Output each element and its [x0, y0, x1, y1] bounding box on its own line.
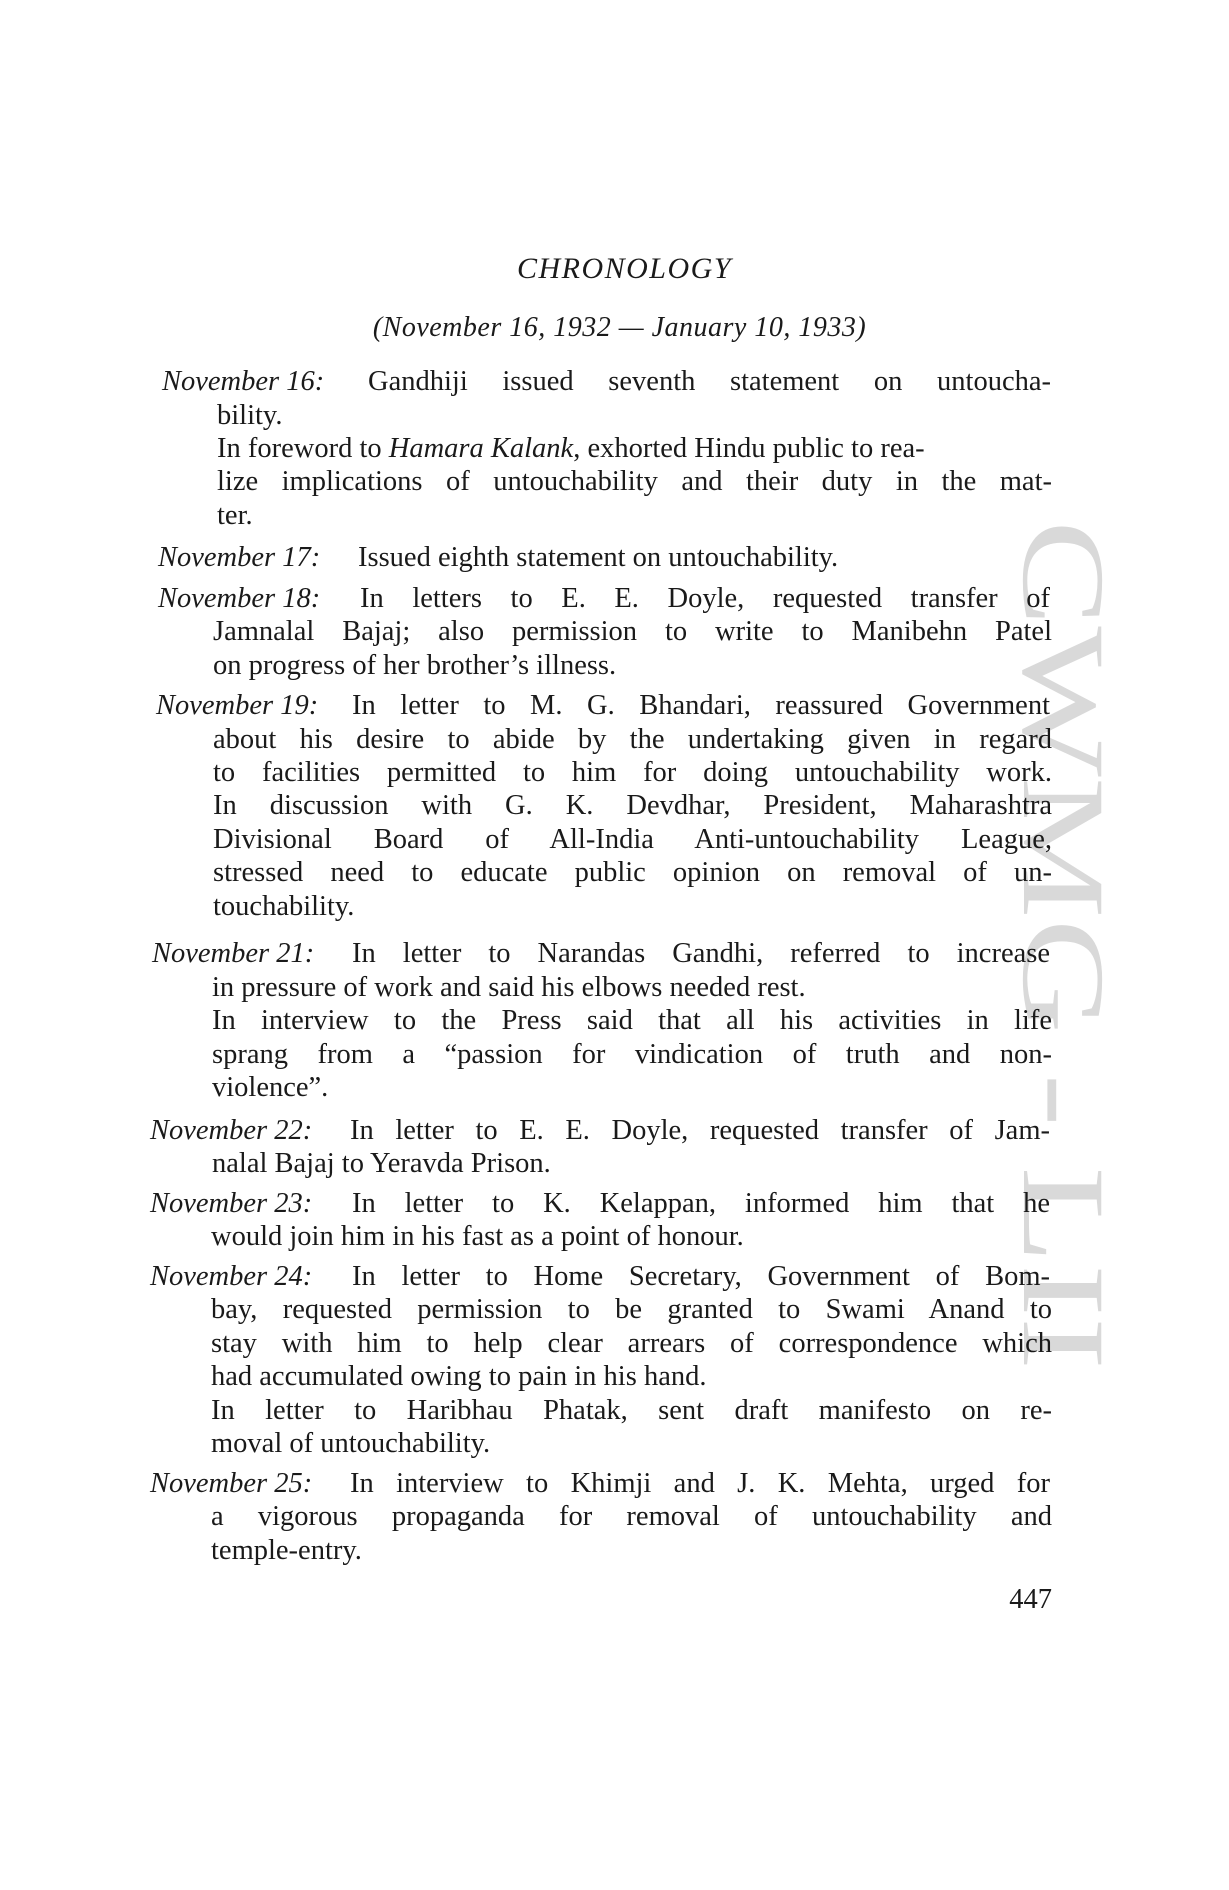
entry-line: In discussion with G. K. Devdhar, President, Maharashtra	[213, 790, 1052, 821]
entry-line: nalal Bajaj to Yeravda Prison.	[212, 1148, 551, 1179]
entry-text: In letter to M. G. Bhandari, reassured Government	[352, 690, 1050, 721]
entry-line: about his desire to abide by the undertaking given in regard	[213, 724, 1052, 755]
entry-line: had accumulated owing to pain in his hand.	[211, 1361, 707, 1392]
entry-date: November 19:	[156, 690, 319, 721]
entry-line: stay with him to help clear arrears of correspondence which	[211, 1328, 1052, 1359]
entry-line	[158, 542, 838, 574]
entry-line: violence”.	[212, 1072, 329, 1103]
entry-date: November 16:	[162, 366, 325, 397]
entry-line	[150, 1115, 1052, 1147]
entry-line: to facilities permitted to him for doing untouchability work.	[213, 757, 1052, 788]
entry-date: November 22:	[150, 1115, 313, 1146]
entry-date: November 21:	[152, 938, 315, 969]
entry-line: sprang from a “passion for vindication of truth and non-	[212, 1039, 1052, 1070]
entry-line	[150, 1188, 1052, 1220]
entry-line	[158, 583, 1052, 615]
entry-line: in pressure of work and said his elbows needed rest.	[212, 972, 806, 1003]
entry-line	[152, 938, 1052, 970]
entry-text: In letters to E. E. Doyle, requested transfer of	[360, 583, 1050, 614]
entry-line: lize implications of untouchability and their duty in the mat-	[217, 466, 1052, 497]
entry-text: In letter to K. Kelappan, informed him that he	[352, 1188, 1050, 1219]
entry-date: November 18:	[158, 583, 321, 614]
entry-line: a vigorous propaganda for removal of untouchability and	[211, 1501, 1052, 1532]
book-title: Hamara Kalank	[388, 433, 574, 464]
entry-date: November 17:	[158, 542, 321, 573]
entry-text: Issued eighth statement on untouchability.	[358, 542, 839, 573]
entry-line: ter.	[217, 500, 253, 531]
entry-text: In letter to Home Secretary, Government of Bom-	[352, 1261, 1050, 1292]
entry-date: November 23:	[150, 1188, 313, 1219]
entry-line	[217, 433, 1052, 465]
entry-line: Jamnalal Bajaj; also permission to write to Manibehn Patel	[213, 616, 1052, 647]
entry-line: Divisional Board of All-India Anti-untouchability League,	[213, 824, 1052, 855]
entry-line	[162, 366, 1052, 398]
entry-text: Gandhiji issued seventh statement on untoucha-	[368, 366, 1051, 397]
entry-line	[156, 690, 1052, 722]
entry-line: In interview to the Press said that all his activities in life	[212, 1005, 1052, 1036]
entry-line: bay, requested permission to be granted to Swami Anand to	[211, 1294, 1052, 1325]
entry-line: would join him in his fast as a point of honour.	[211, 1221, 744, 1252]
entry-line: on progress of her brother’s illness.	[213, 650, 617, 681]
entry-line: stressed need to educate public opinion on removal of un-	[213, 857, 1052, 888]
entry-line: temple-entry.	[211, 1535, 362, 1566]
entry-text: In foreword to	[217, 433, 382, 464]
entry-date: November 25:	[150, 1468, 313, 1499]
entry-line: moval of untouchability.	[211, 1428, 491, 1459]
entry-text: , exhorted Hindu public to rea-	[573, 433, 925, 464]
watermark-text: CWMG - LII	[998, 520, 1129, 1150]
entry-text: In interview to Khimji and J. K. Mehta, urged for	[350, 1468, 1050, 1499]
entry-line: bility.	[217, 400, 283, 431]
entry-line: touchability.	[213, 891, 355, 922]
page-number: 447	[1009, 1584, 1052, 1615]
date-range: (November 16, 1932 — January 10, 1933)	[372, 312, 867, 343]
entry-line	[150, 1468, 1052, 1500]
entry-date: November 24:	[150, 1261, 313, 1292]
entry-line: In letter to Haribhau Phatak, sent draft manifesto on re-	[211, 1395, 1052, 1426]
entry-text: In letter to E. E. Doyle, requested transfer of Jam-	[350, 1115, 1050, 1146]
entry-text: In letter to Narandas Gandhi, referred to increase	[352, 938, 1050, 969]
page-title: CHRONOLOGY	[516, 252, 733, 285]
entry-line	[150, 1261, 1052, 1293]
